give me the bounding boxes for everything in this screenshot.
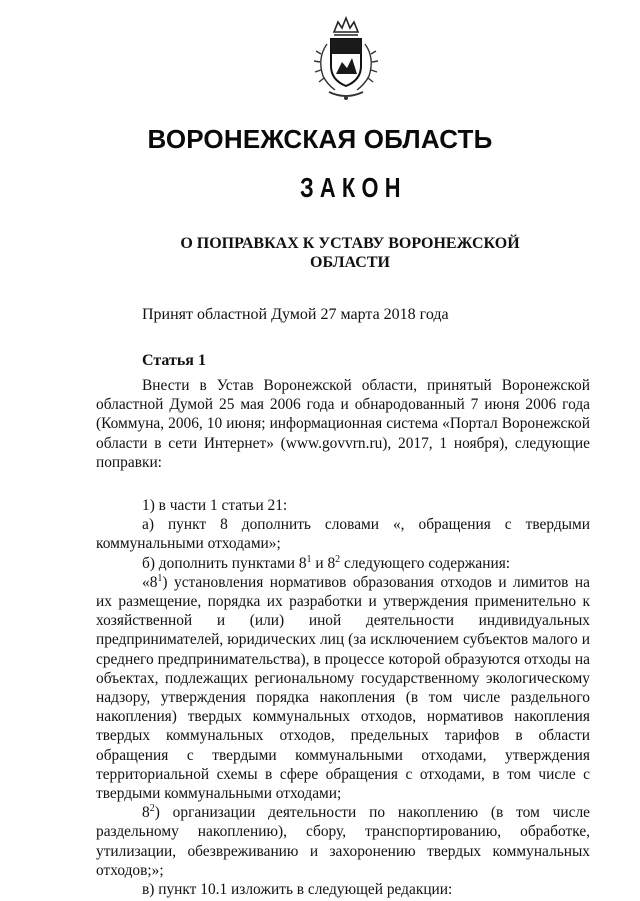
item-c: в) пункт 10.1 изложить в следующей редакции: <box>142 881 453 899</box>
point-8-2: $8^2$) организации деятельности по накоплению (в том числе раздельному накоплению), сбору, транспортированию, обработке, утилизации, обезвреживанию и захоронению твердых коммунальных отходов;»; <box>96 803 590 879</box>
item-b: б) дополнить пунктами $8^1$ и $8^2$ следующего содержания: <box>142 553 511 572</box>
law-title: О ПОПРАВКАХ К УСТАВУ ВОРОНЕЖСКОЙ ОБЛАСТИ <box>180 235 520 271</box>
region-name: ВОРОНЕЖСКАЯ ОБЛАСТЬ <box>147 124 493 154</box>
item-a: а) пункт 8 дополнить словами «, обращения с твердыми коммунальными отходами»; <box>96 516 590 553</box>
document-type: ЗАКОН <box>300 172 407 203</box>
item-1: 1) в части 1 статьи 21: <box>142 497 288 515</box>
voronezh-coat-of-arms-icon <box>305 14 387 106</box>
article-heading: Статья 1 <box>142 352 206 369</box>
point-8-1: «$8^1$) установления нормативов образования отходов и лимитов на их размещение, порядка их разработки и утверждения применительно к хозяйственной и (или) иной деятельности индивидуальных предпринимателей, юридических лиц (за исключением субъектов малого и среднего предпринимательства), в процессе которой образуются отходы на объектах, подлежащих региональному государственному экологическому надзору, утверждения порядка накопления (в том числе раздельного накопления) твердых коммунальных отходов, нормативов накопления твердых коммунальных отходов, предельных тарифов в области обращения с твердыми коммунальными отходами, утверждения территориальной схемы в сфере обращения с отходами, в том числе с твердыми коммунальными отходами; <box>96 572 590 803</box>
article-intro: Внести в Устав Воронежской области, принятый Воронежской областной Думой 25 мая 2006 года и обнародованный 7 июня 2006 года (Коммуна, 2006, 10 июня; информационная система «Портал Воронежской области в сети Интернет» (www.govvrn.ru), 2017, 1 ноября), следующие поправки: <box>96 377 590 471</box>
adoption-date: Принят областной Думой 27 марта 2018 года <box>142 306 449 323</box>
article-body <box>96 376 590 899</box>
